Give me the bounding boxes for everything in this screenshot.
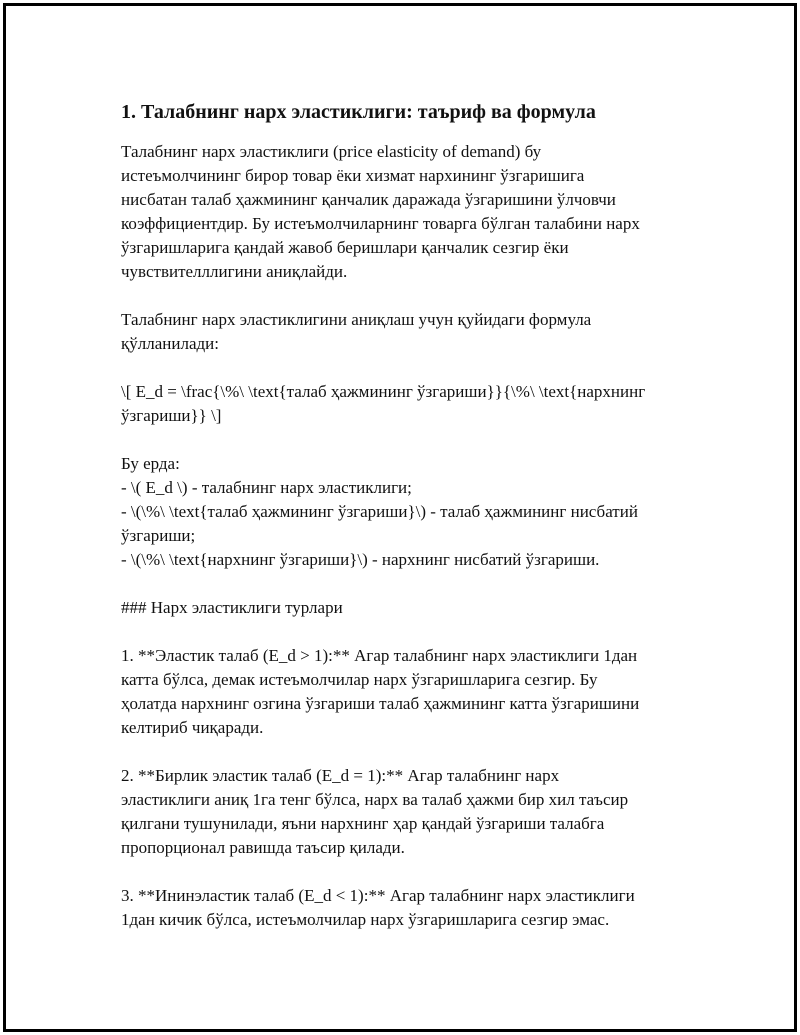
paragraph bbox=[121, 884, 701, 932]
document-page bbox=[3, 3, 797, 1032]
text-line: ўзгаришларига қандай жавоб беришлари қанчалик сезгир ёки bbox=[121, 238, 569, 257]
text-line: пропорционал равишда таъсир қилади. bbox=[121, 838, 405, 857]
text-line: ўзгариши; bbox=[121, 526, 196, 545]
document-content bbox=[121, 98, 701, 956]
text-line: 3. **Ининэластик талаб (E_d < 1):** Агар талабнинг нарх эластиклиги bbox=[121, 886, 635, 905]
section-heading: 1. Талабнинг нарх эластиклиги: таъриф ва формула bbox=[121, 101, 596, 123]
text-line: эластиклиги аниқ 1га тенг бўлса, нарх ва талаб ҳажми бир хил таъсир bbox=[121, 790, 629, 809]
paragraph bbox=[121, 380, 701, 428]
text-line: Бу ерда: bbox=[121, 454, 180, 473]
text-line: - \(\%\ \text{талаб ҳажмининг ўзгариши}\) - талаб ҳажмининг нисбатий bbox=[121, 502, 638, 521]
text-line: 2. **Бирлик эластик талаб (E_d = 1):** Агар талабнинг нарх bbox=[121, 766, 560, 785]
text-line: ўзгариши}} \] bbox=[121, 406, 222, 425]
text-line: 1дан кичик бўлса, истеъмолчилар нарх ўзгаришларига сезгир эмас. bbox=[121, 910, 610, 929]
text-line: Талабнинг нарх эластиклиги (price elasticity of demand) бу bbox=[121, 142, 542, 161]
text-line: истеъмолчининг бирор товар ёки хизмат нархининг ўзгаришига bbox=[121, 166, 585, 185]
text-line: чувствителллигини аниқлайди. bbox=[121, 262, 348, 281]
text-line: ҳолатда нархнинг озгина ўзгариши талаб ҳажмининг катта ўзгаришини bbox=[121, 694, 640, 713]
text-line: \[ E_d = \frac{\%\ \text{талаб ҳажмининг ўзгариши}}{\%\ \text{нархнинг bbox=[121, 382, 646, 401]
text-line: келтириб чиқаради. bbox=[121, 718, 264, 737]
text-line: коэффициентдир. Бу истеъмолчиларнинг товарга бўлган талабини нарх bbox=[121, 214, 640, 233]
paragraph-list bbox=[121, 140, 701, 932]
paragraph bbox=[121, 644, 701, 740]
text-line: нисбатан талаб ҳажмининг қанчалик даражада ўзгаришини ўлчовчи bbox=[121, 190, 616, 209]
text-line: қилгани тушунилади, яъни нархнинг ҳар қандай ўзгариши талабга bbox=[121, 814, 605, 833]
text-line: - \( E_d \) - талабнинг нарх эластиклиги; bbox=[121, 478, 412, 497]
text-line: қўлланилади: bbox=[121, 334, 219, 353]
text-line: 1. **Эластик талаб (E_d > 1):** Агар талабнинг нарх эластиклиги 1дан bbox=[121, 646, 638, 665]
paragraph bbox=[121, 308, 701, 356]
paragraph bbox=[121, 764, 701, 860]
text-line: Талабнинг нарх эластиклигини аниқлаш учун қуйидаги формула bbox=[121, 310, 592, 329]
paragraph bbox=[121, 140, 701, 284]
text-line: катта бўлса, демак истеъмолчилар нарх ўзгаришларига сезгир. Бу bbox=[121, 670, 598, 689]
text-line: - \(\%\ \text{нархнинг ўзгариши}\) - нархнинг нисбатий ўзгариши. bbox=[121, 550, 600, 569]
paragraph bbox=[121, 596, 701, 620]
paragraph bbox=[121, 452, 701, 572]
text-line: ### Нарх эластиклиги турлари bbox=[121, 598, 343, 617]
